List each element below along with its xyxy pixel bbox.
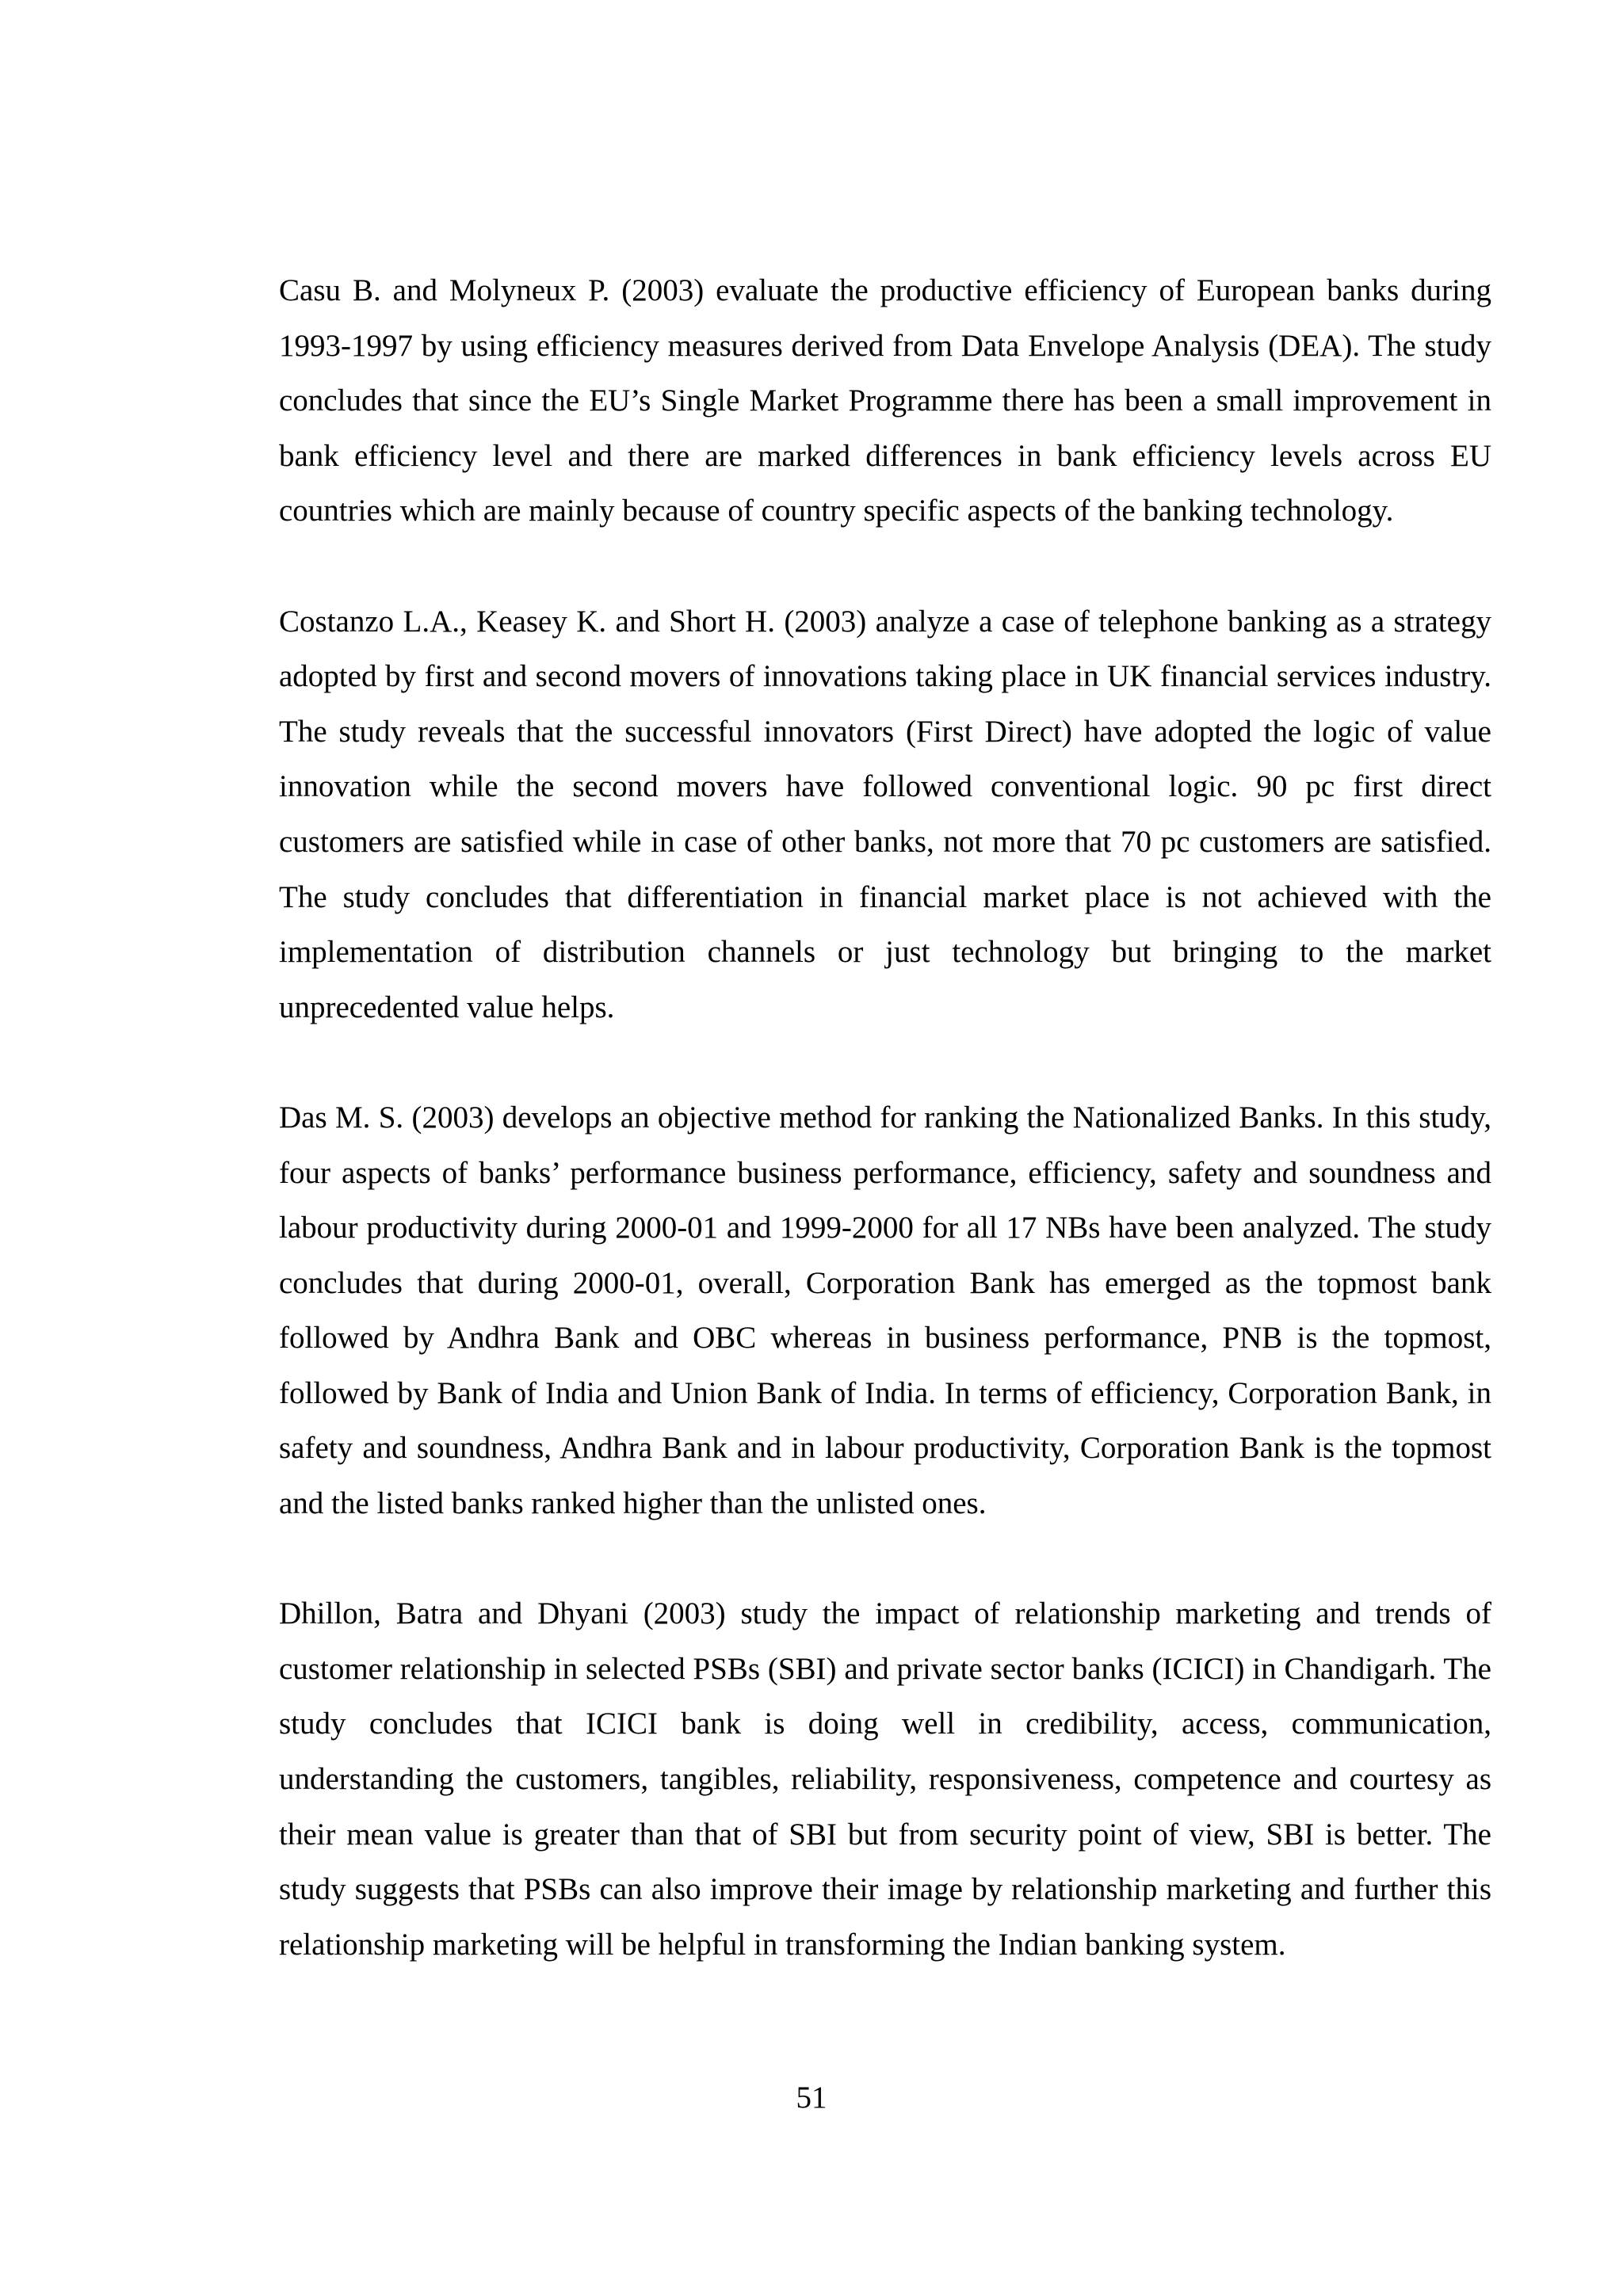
body-text bbox=[279, 263, 1491, 1972]
paragraph-casu-molyneux: Casu B. and Molyneux P. (2003) evaluate the productive efficiency of European banks during 1993-1997 by using efficiency measures derived from Data Envelope Analysis (DEA). The study concludes that since the EU’s Single Market Programme there has been a small improvement in bank efficiency level and there are marked differences in bank efficiency levels across EU countries which are mainly because of country specific aspects of the banking technology. bbox=[279, 273, 1491, 528]
paragraph-costanzo: Costanzo L.A., Keasey K. and Short H. (2003) analyze a case of telephone banking as a strategy adopted by first and second movers of innovations taking place in UK financial services industry. The study reveals that the successful innovators (First Direct) have adopted the logic of value innovation while the second movers have followed conventional logic. 90 pc first direct customers are satisfied while in case of other banks, not more that 70 pc customers are satisfied. The study concludes that differentiation in financial market place is not achieved with the implementation of distribution channels or just technology but bringing to the market unprecedented value helps. bbox=[279, 604, 1491, 1024]
paragraph-dhillon: Dhillon, Batra and Dhyani (2003) study the impact of relationship marketing and trends of customer relationship in selected PSBs (SBI) and private sector banks (ICICI) in Chandigarh. The study concludes that ICICI bank is doing well in credibility, access, communication, understanding the customers, tangibles, reliability, responsiveness, competence and courtesy as their mean value is greater than that of SBI but from security point of view, SBI is better. The study suggests that PSBs can also improve their image by relationship marketing and further this relationship marketing will be helpful in transforming the Indian banking system. bbox=[279, 1596, 1491, 1962]
paragraph-das: Das M. S. (2003) develops an objective method for ranking the Nationalized Banks. In this study, four aspects of banks’ performance business performance, efficiency, safety and soundness and labour productivity during 2000-01 and 1999-2000 for all 17 NBs have been analyzed. The study concludes that during 2000-01, overall, Corporation Bank has emerged as the topmost bank followed by Andhra Bank and OBC whereas in business performance, PNB is the topmost, followed by Bank of India and Union Bank of India. In terms of efficiency, Corporation Bank, in safety and soundness, Andhra Bank and in labour productivity, Corporation Bank is the topmost and the listed banks ranked higher than the unlisted ones. bbox=[279, 1100, 1491, 1521]
page-number: 51 bbox=[796, 2081, 827, 2115]
